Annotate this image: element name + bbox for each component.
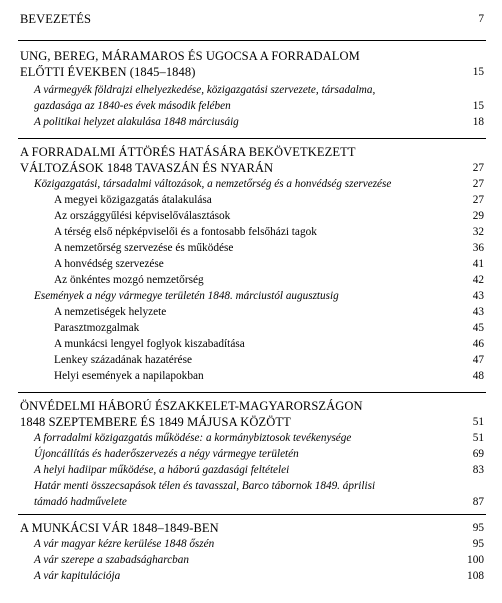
entry-label: Az országgyűlési képviselőválasztások (54, 210, 231, 222)
toc-entry[interactable] (0, 272, 502, 288)
entry-page: 108 (467, 570, 484, 582)
entry-label: A vármegyék földrajzi elhelyezkedése, közigazgatási szervezete, társadalma, (34, 84, 376, 96)
entry-page: 95 (472, 538, 484, 550)
entry-page: 69 (472, 448, 484, 460)
toc-entry[interactable] (0, 462, 502, 478)
toc-entry[interactable] (0, 446, 502, 462)
entry-page: 47 (472, 354, 484, 366)
toc-entry[interactable] (0, 240, 502, 256)
toc-entry[interactable] (0, 320, 502, 336)
toc-entry-intro[interactable] (0, 11, 502, 27)
section4-title: A MUNKÁCSI VÁR 1848–1849-BEN (20, 521, 219, 535)
entry-label: A nemzetőrség szervezése és működése (54, 242, 234, 254)
entry-page: 48 (472, 370, 484, 382)
entry-label: Határ menti összecsapások télen és tavasszal, Barco tábornok 1849. áprilisi (34, 480, 376, 492)
group-page: 27 (472, 178, 484, 190)
toc-group[interactable] (0, 176, 502, 192)
entry-page: 15 (472, 100, 484, 112)
section-divider (18, 138, 486, 139)
entry-label: A helyi hadiipar működése, a háború gazdasági feltételei (34, 464, 290, 476)
toc-entry[interactable] (0, 336, 502, 352)
toc-section4-title[interactable] (0, 520, 502, 536)
toc-entry[interactable] (0, 192, 502, 208)
toc-entry[interactable] (0, 552, 502, 568)
entry-page: 36 (472, 242, 484, 254)
entry-label: Helyi események a napilapokban (54, 370, 204, 382)
entry-page: 87 (472, 496, 484, 508)
toc-section3-title-line1[interactable] (0, 398, 502, 414)
entry-label-cont: gazdasága az 1840-es évek második felében (34, 100, 231, 112)
entry-label: Az önkéntes mozgó nemzetőrség (54, 274, 204, 286)
toc-section2-title-line1[interactable] (0, 144, 502, 160)
section1-title-cont: ELŐTTI ÉVEKBEN (1845–1848) (20, 65, 196, 79)
toc-section2-title-line2[interactable] (0, 160, 502, 176)
section-divider (18, 514, 486, 515)
group-title: Események a négy vármegye területén 1848. márciustól augusztusig (34, 290, 339, 302)
entry-page: 46 (472, 338, 484, 350)
group-title: Közigazgatási, társadalmi változások, a nemzetőrség és a honvédség szervezése (34, 178, 392, 190)
section1-page: 15 (472, 66, 484, 78)
toc-entry[interactable] (0, 352, 502, 368)
toc-entry[interactable] (0, 430, 502, 446)
section-divider (18, 40, 486, 41)
toc-section1-title-line2[interactable] (0, 64, 502, 80)
toc-entry[interactable] (0, 208, 502, 224)
section-divider (18, 392, 486, 393)
entry-label: A nemzetiségek helyzete (54, 306, 167, 318)
toc-entry[interactable] (0, 478, 502, 494)
entry-label: A honvédség szervezése (54, 258, 164, 270)
entry-page: 43 (472, 306, 484, 318)
section3-page: 51 (472, 416, 484, 428)
group-page: 43 (472, 290, 484, 302)
entry-label: A politikai helyzet alakulása 1848 márciusáig (34, 116, 239, 128)
entry-label: A munkácsi lengyel foglyok kiszabadítása (54, 338, 245, 350)
toc-entry[interactable] (0, 368, 502, 384)
entry-page: 100 (467, 554, 484, 566)
entry-page: 27 (472, 194, 484, 206)
section3-title-cont: 1848 SZEPTEMBERE ÉS 1849 MÁJUSA KÖZÖTT (20, 415, 291, 429)
toc-group[interactable] (0, 288, 502, 304)
section2-title-cont: VÁLTOZÁSOK 1848 TAVASZÁN ÉS NYARÁN (20, 161, 274, 175)
entry-page: 51 (472, 432, 484, 444)
toc-entry[interactable] (0, 304, 502, 320)
toc-entry[interactable] (0, 98, 502, 114)
entry-label: A megyei közigazgatás átalakulása (54, 194, 212, 206)
toc-intro-title: BEVEZETÉS (20, 12, 92, 26)
entry-label: Parasztmozgalmak (54, 322, 140, 334)
toc-entry[interactable] (0, 536, 502, 552)
entry-page: 29 (472, 210, 484, 222)
toc-section1-title-line1[interactable] (0, 48, 502, 64)
entry-page: 45 (472, 322, 484, 334)
toc-entry[interactable] (0, 494, 502, 510)
entry-page: 42 (472, 274, 484, 286)
toc-intro-page: 7 (478, 13, 484, 25)
entry-label: A vár szerepe a szabadságharcban (34, 554, 189, 566)
entry-label: A térség első népképviselői és a fontosabb felsőházi tagok (54, 226, 317, 238)
toc-entry[interactable] (0, 114, 502, 130)
entry-page: 32 (472, 226, 484, 238)
section2-page: 27 (472, 162, 484, 174)
toc-entry[interactable] (0, 256, 502, 272)
section3-title: ÖNVÉDELMI HÁBORÚ ÉSZAKKELET-MAGYARORSZÁGON (20, 399, 363, 413)
toc-section3-title-line2[interactable] (0, 414, 502, 430)
toc-entry[interactable] (0, 82, 502, 98)
toc-entry[interactable] (0, 568, 502, 584)
toc-entry[interactable] (0, 224, 502, 240)
entry-page: 83 (472, 464, 484, 476)
entry-label-cont: támadó hadművelete (34, 496, 127, 508)
entry-page: 18 (472, 116, 484, 128)
section1-title: UNG, BEREG, MÁRAMAROS ÉS UGOCSA A FORRADALOM (20, 49, 360, 63)
entry-page: 41 (472, 258, 484, 270)
section4-page: 95 (472, 522, 484, 534)
entry-label: A vár kapitulációja (34, 570, 121, 582)
section2-title: A FORRADALMI ÁTTÖRÉS HATÁSÁRA BEKÖVETKEZETT (20, 145, 356, 159)
entry-label: A vár magyar kézre kerülése 1848 őszén (34, 538, 215, 550)
entry-label: Lenkey századának hazatérése (54, 354, 192, 366)
entry-label: A forradalmi közigazgatás működése: a kormánybiztosok tevékenysége (34, 432, 352, 444)
entry-label: Újoncállítás és haderőszervezés a négy vármegye területén (34, 448, 299, 460)
